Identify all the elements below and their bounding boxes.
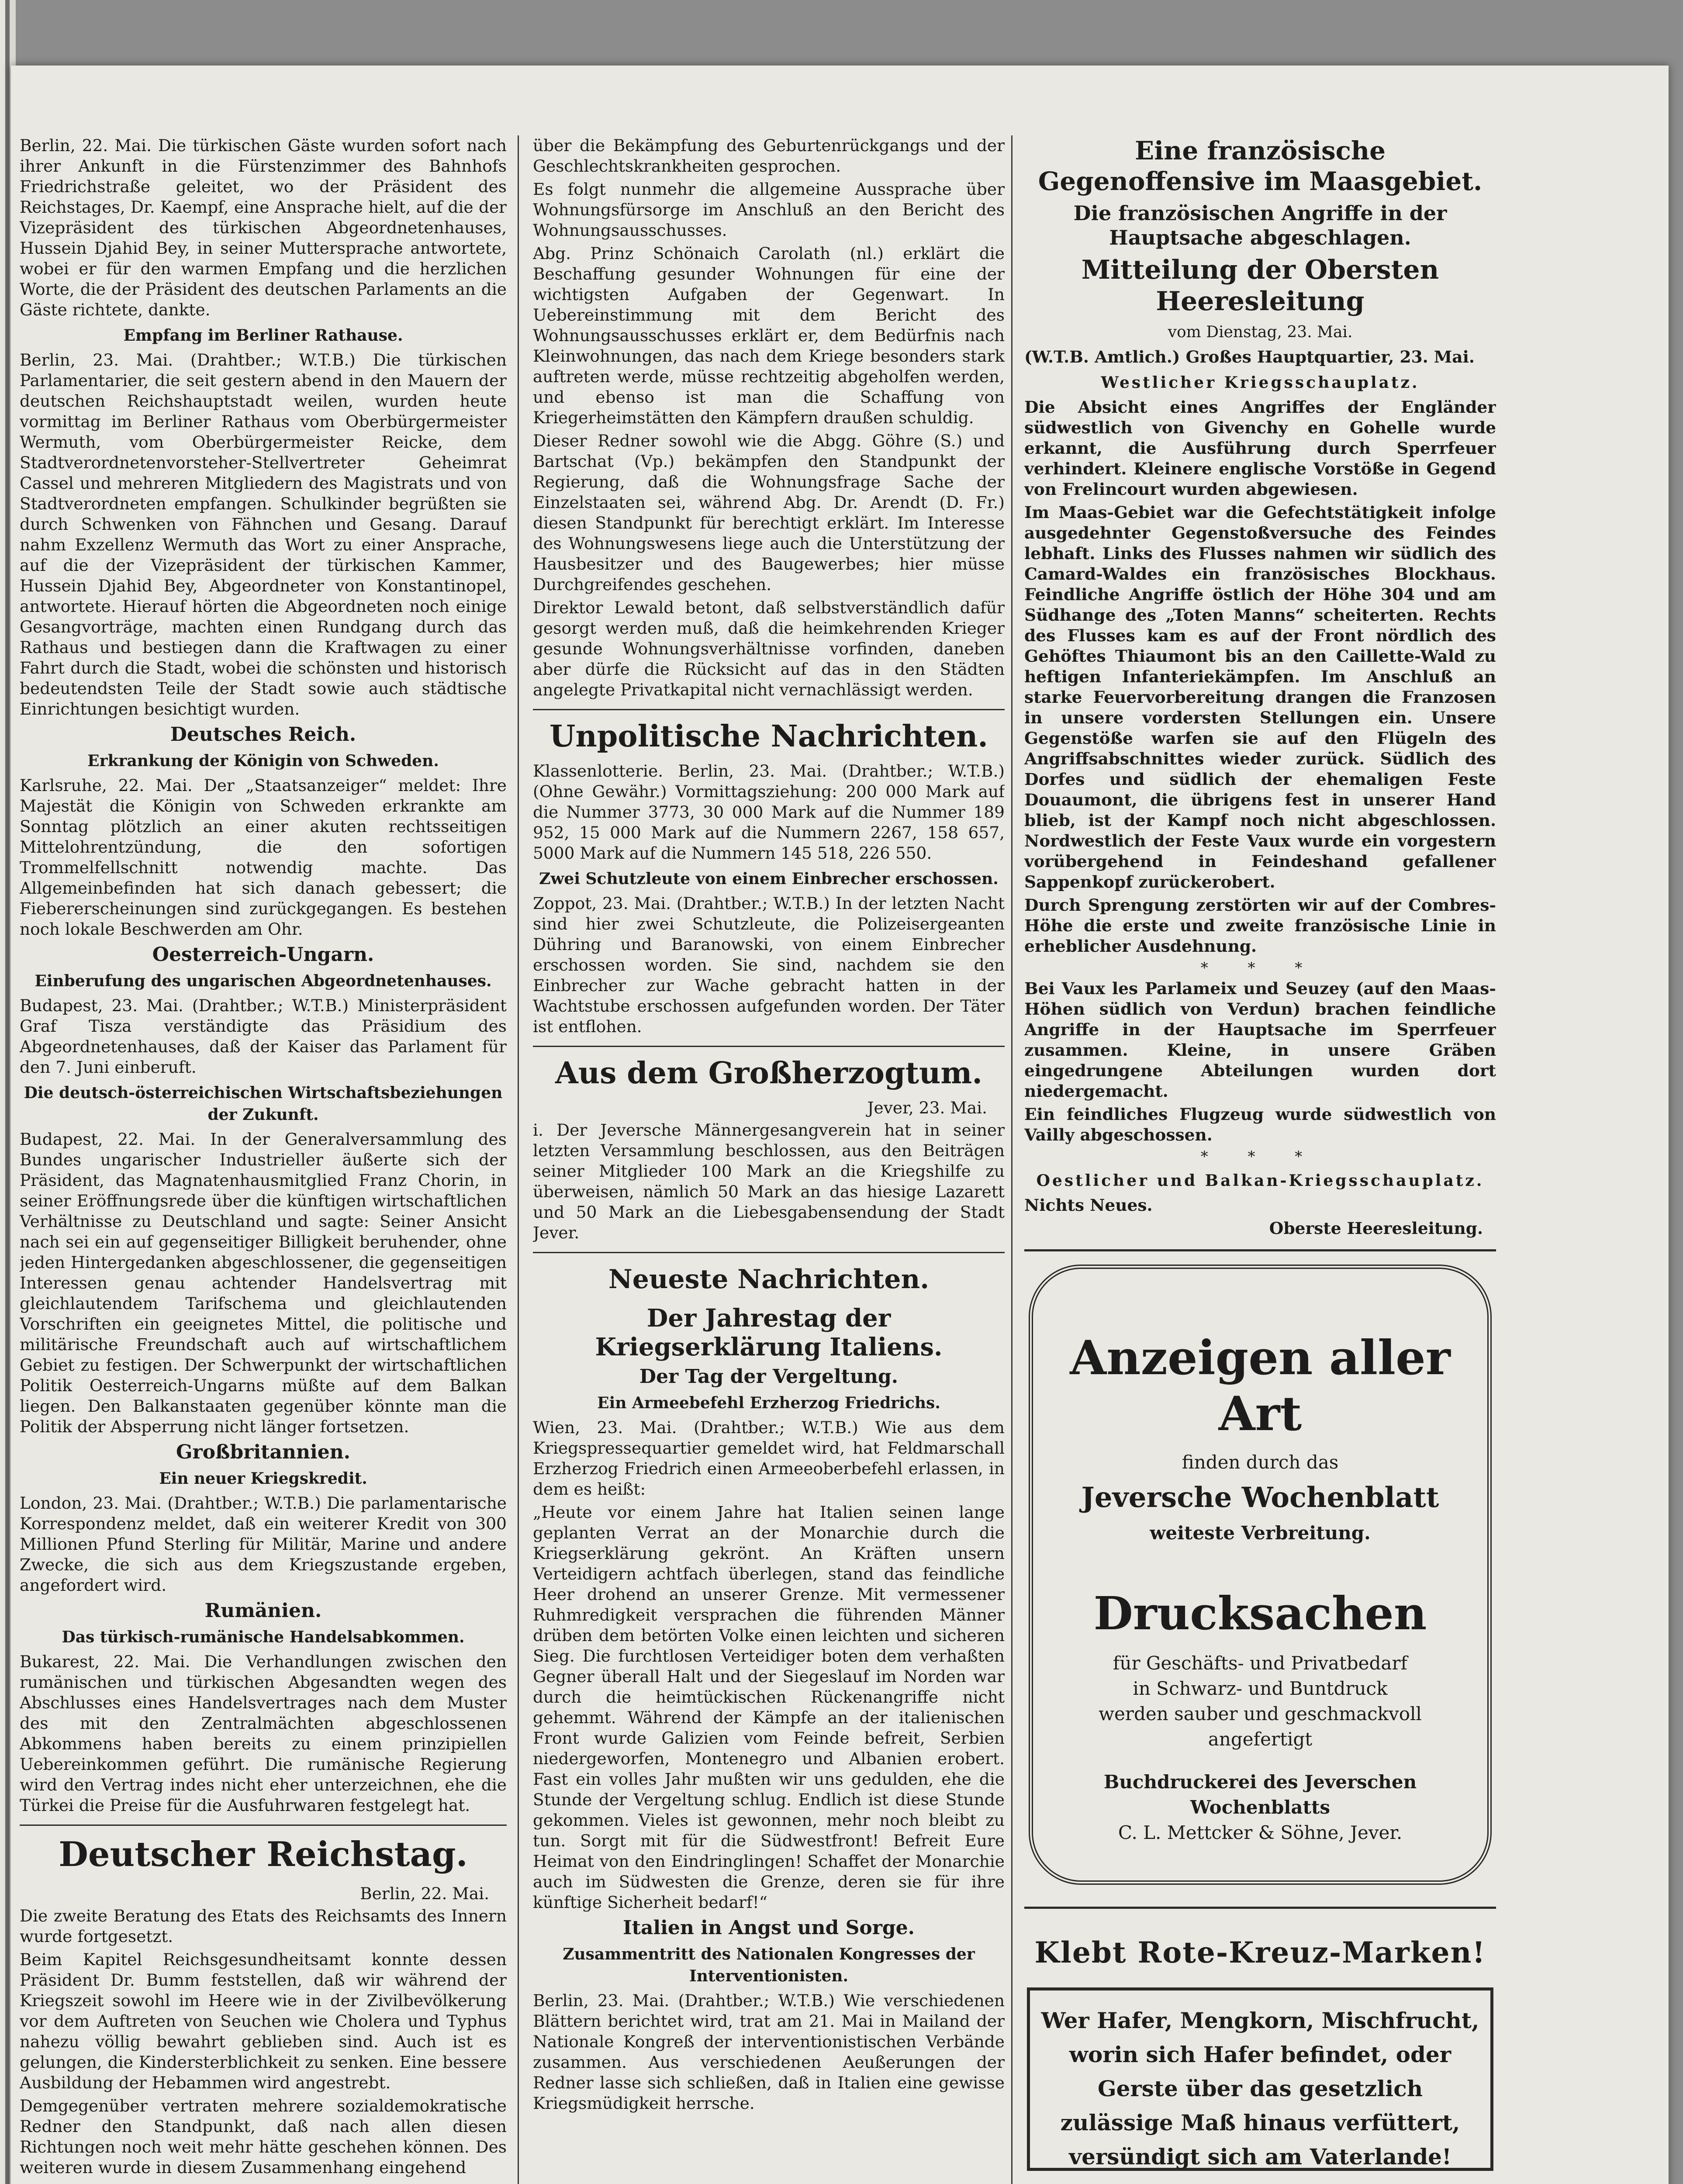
divider bbox=[533, 709, 1005, 710]
article-heading: Der Jahrestag der Kriegserklärung Italiens. bbox=[595, 1304, 943, 1362]
article-text: Berlin, 23. Mai. (Drahtber.; W.T.B.) Wie verschiedenen Blättern berichtet wird, trat am 21. Mai in Mailand der Nationale Kongreß der interventionistischen Verbände zusammen. Aus verschiedenen Aeußerungen der Redner lasse sich schließen, daß in Italien eine gewisse Kriegsmüdigkeit herrsche. bbox=[533, 1991, 1005, 2113]
newspaper-page bbox=[11, 66, 1669, 2184]
article-heading: Italien in Angst und Sorge. bbox=[623, 1917, 915, 1939]
article-text: Die zweite Beratung des Etats des Reichsamts des Innern wurde fortgesetzt. bbox=[20, 1906, 507, 1946]
dateline: Jever, 23. Mai. bbox=[867, 1098, 987, 1117]
article-text: Demgegenüber vertraten mehrere sozialdemokratische Redner den Standpunkt, daß nach allen diesen Richtungen noch weit mehr hätte geschehen können. Des weiteren wurde in diesem Zusammenhang eingehend bbox=[20, 2096, 507, 2177]
column-rule bbox=[518, 135, 519, 2184]
article-text: Budapest, 23. Mai. (Drahtber.; W.T.B.) Ministerpräsident Graf Tisza verständigte das Präsidium des Abgeordnetenhauses, daß der Kaiser das Parlament für den 7. Juni einberuft. bbox=[20, 996, 507, 1077]
divider bbox=[533, 1046, 1005, 1047]
article-text: Berlin, 22. Mai. Die türkischen Gäste wurden sofort nach ihrer Ankunft in die Fürstenzimmer des Bahnhofs Friedrichstraße geleitet, wo der Präsident des Reichstages, Dr. Kaempf, eine Ansprache hielt, auf die der Vizepräsident des türkischen Abgeordnetenhauses, Hussein Djahid Bey, in seiner Muttersprache antwortete, wobei er für den warmen Empfang und die herzlichen Worte, die der Präsident des deutschen Parlaments an die Gäste richtete, dankte. bbox=[20, 136, 507, 319]
article-text: London, 23. Mai. (Drahtber.; W.T.B.) Die parlamentarische Korrespondenz meldet, daß ein weiterer Kredit von 300 Millionen Pfund Sterling für Militär, Marine und andere Zwecke, die sich aus dem Kriegszustande ergeben, angefordert wird. bbox=[20, 1493, 507, 1595]
separator-stars: * * * bbox=[1200, 1148, 1320, 1165]
article-text: Abg. Prinz Schönaich Carolath (nl.) erklärt die Beschaffung gesunder Wohnungen für eine der wichtigsten Aufgaben der Gegenwart. In Uebereinstimmung mit dem Bericht des Wohnungsausschusses erklärt er, dem Bedürfnis nach Kleinwohnungen, das nach dem Kriege besonders stark auftreten werde, müsse rechtzeitig abgeholfen werden, und ebenso ist man die Schaffung von Kriegerheimstätten den Kämpfern draußen schuldig. bbox=[533, 244, 1005, 427]
ad-printer-name: Buchdruckerei des Jeverschen Wochenblatts bbox=[1103, 1771, 1417, 1818]
separator-stars: * * * bbox=[1200, 959, 1320, 977]
ad-newspaper-name: Jeversche Wochenblatt bbox=[1081, 1481, 1439, 1514]
ad-printer-address: C. L. Mettcker & Söhne, Jever. bbox=[1118, 1822, 1403, 1843]
report-text: Die Absicht eines Angriffes der Engländer südwestlich von Givenchy en Gohelle wurde erkannt, die Ausführung durch Sperrfeuer verhindert. Kleinere englische Vorstöße in Gegend von Frelincourt wurden abgewiesen. bbox=[1024, 397, 1496, 499]
article-text: i. Der Jeversche Männergesangverein hat in seiner letzten Versammlung beschlossen, aus den Beiträgen seiner Mitglieder 100 Mark an die Kriegshilfe zu überweisen, nämlich 50 Mark an das hiesige Lazarett und 50 Mark an die Liebesgabensendung der Stadt Jever. bbox=[533, 1120, 1005, 1242]
report-text: Durch Sprengung zerstörten wir auf der Combres-Höhe die erste und zweite französische Linie in erheblicher Ausdehnung. bbox=[1024, 895, 1496, 956]
column-2 bbox=[533, 135, 1005, 2184]
notice-box: Wer Hafer, Mengkorn, Mischfrucht, worin sich Hafer befindet, oder Gerste über das gesetzlich zulässige Maß hinaus verfüttert, versündigt sich am Vaterlande! bbox=[1027, 1987, 1493, 2171]
ad-text: weiteste Verbreitung. bbox=[1150, 1522, 1371, 1544]
report-text: Im Maas-Gebiet war die Gefechtstätigkeit infolge ausgedehnter Gegenstoßversuche des Feindes lebhaft. Links des Flusses nahmen wir südlich des Camard-Waldes ein französisches Blockhaus. Feindliche Angriffe östlich der Höhe 304 und am Südhange des „Toten Manns“ scheiterten. Rechts des Flusses kam es auf der Front nördlich des Gehöftes Thiaumont bis an den Caillette-Wald zu heftigen Infanteriekämpfen. Im Anschluß an starke Feuervorbereitung drangen die Franzosen in unsere vordersten Stellungen ein. Unsere Gegenstöße warfen sie auf den Flügeln des Angriffsabschnittes wieder zurück. Südlich des Dorfes und südlich der ehemaligen Feste Douaumont, die übrigens fest in unserer Hand blieb, ist der Kampf noch nicht abgeschlossen. Nordwestlich der Feste Vaux wurde ein vorgestern vorübergehend in Feindeshand gefallener Sappenkopf zurückerobert. bbox=[1024, 503, 1496, 892]
section-heading: Rumänien. bbox=[204, 1600, 322, 1622]
section-heading: Aus dem Großherzogtum. bbox=[555, 1056, 983, 1091]
article-text: Wien, 23. Mai. (Drahtber.; W.T.B.) Wie aus dem Kriegspressequartier gemeldet wird, hat Feldmarschall Erzherzog Friedrich einen Armeeoberbefehl erlassen, in dem es heißt: bbox=[533, 1418, 1005, 1499]
article-text: Budapest, 22. Mai. In der Generalversammlung des Bundes ungarischer Industrieller äußerte sich der Präsident, das Magnatenhausmitglied Franz Chorin, in seiner Eröffnungsrede über die künftigen wirtschaftlichen Verhältnisse zu Deutschland und sagte: Seiner Ansicht nach sei ein auf gegenseitiger Billigkeit beruhender, ohne jeden Hintergedanken abgeschlossener, die gegenseitigen Interessen genau achtender Handelsvertrag mit gleichlautendem Tarifschema und gleichlautenden Vorschriften ein geeignetes Mittel, die politische und militärische Freundschaft auch auf wirtschaftlichem Gebiet zu festigen. Der Schwerpunkt der wirtschaftlichen Politik Oesterreich-Ungarns müßte auf dem Balkan liegen. Den Balkanstaaten gegenüber könnte man die Politik der Absperrung nicht länger fortsetzen. bbox=[20, 1130, 507, 1436]
ad-text: für Geschäfts- und Privatbedarf bbox=[1113, 1652, 1408, 1674]
ad-text: in Schwarz- und Buntdruck bbox=[1133, 1678, 1388, 1699]
article-heading: Zwei Schutzleute von einem Einbrecher erschossen. bbox=[539, 870, 999, 888]
divider bbox=[533, 1252, 1005, 1253]
article-text: Zoppot, 23. Mai. (Drahtber.; W.T.B.) In der letzten Nacht sind hier zwei Schutzleute, die Polizeisergeanten Dühring und Baranowski, von einem Einbrecher erschossen worden. Sie sind, nachdem sie den Einbrecher zur Wache gebracht hatten in der Wachtstube erschossen aufgefunden worden. Der Täter ist entflohen. bbox=[533, 894, 1005, 1036]
section-heading: Deutsches Reich. bbox=[170, 723, 356, 746]
article-text: Direktor Lewald betont, daß selbstverständlich dafür gesorgt werden muß, daß die heimkehrenden Krieger gesunde Wohnungsverhältnisse vorfinden, daneben aber dürfe die Rücksicht auf das in den Städten angelegte Privatkapital nicht vernachlässigt werden. bbox=[533, 598, 1005, 699]
article-subheading: Der Tag der Vergeltung. bbox=[639, 1365, 899, 1388]
ad-text: finden durch das bbox=[1182, 1451, 1339, 1473]
article-heading: Empfang im Berliner Rathause. bbox=[123, 326, 403, 345]
report-title: Mitteilung der Obersten Heeresleitung bbox=[1081, 255, 1439, 317]
article-text: Karlsruhe, 22. Mai. Der „Staatsanzeiger“ meldet: Ihre Majestät die Königin von Schweden erkrankte am Sonntag plötzlich an einer akuten rechtsseitigen Mittelohrentzündung, die den sofortigen Trommelfellschnitt notwendig machte. Das Allgemeinbefinden hat sich danach gebessert; die Fiebererscheinungen sind zurückgegangen. Es bestehen noch lokale Beschwerden am Ohr. bbox=[20, 776, 507, 939]
dateline: Berlin, 22. Mai. bbox=[360, 1884, 489, 1903]
article-subheading: Ein Armeebefehl Erzherzog Friedrichs. bbox=[597, 1394, 940, 1412]
report-date: vom Dienstag, 23. Mai. bbox=[1168, 323, 1353, 341]
report-signature: Oberste Heeresleitung. bbox=[1269, 1219, 1483, 1238]
report-dateline: (W.T.B. Amtlich.) Großes Hauptquartier, 23. Mai. bbox=[1024, 347, 1475, 366]
column-rule bbox=[1011, 135, 1013, 2184]
column-3 bbox=[1024, 135, 1496, 2184]
column-1 bbox=[20, 135, 507, 2184]
article-subheading: Die französischen Angriffe in der Hauptsache abgeschlagen. bbox=[1073, 201, 1447, 249]
ad-text: werden sauber und geschmackvoll angefertigt bbox=[1099, 1703, 1422, 1750]
article-heading: Die deutsch-österreichischen Wirtschaftsbeziehungen der Zukunft. bbox=[24, 1084, 503, 1124]
article-text: Es folgt nunmehr die allgemeine Aussprache über Wohnungsfürsorge im Anschluß an den Bericht des Wohnungsausschusses. bbox=[533, 180, 1005, 240]
article-text: Berlin, 23. Mai. (Drahtber.; W.T.B.) Die türkischen Parlamentarier, die seit gestern abend in den Mauern der deutschen Reichshauptstadt weilen, wurden heute vormittag im Berliner Rathaus vom Oberbürgermeister Wermuth, vom Oberbürgermeister Reicke, dem Stadtverordnetenvorsteher-Stellvertreter Geheimrat Cassel und mehreren Mitgliedern des Magistrats und von Stadtverordneten empfangen. Schulkinder begrüßten sie durch Schwenken von Fähnchen und Gesang. Darauf nahm Exzellenz Wermuth das Wort zu einer Ansprache, auf die der Vizepräsident der türkischen Kammer, Hussein Djahid Bey, Abgeordneter von Konstantinopel, antwortete. Hierauf hörten die Abgeordneten noch einige Gesangvorträge, machten einen Rundgang durch das Rathaus und bestiegen dann die Kraftwagen zu einer Fahrt durch die Stadt, wobei die schönsten und historisch bedeutendsten Teile der Stadt sowie auch städtische Einrichtungen besichtigt wurden. bbox=[20, 350, 507, 719]
section-heading: Deutscher Reichstag. bbox=[59, 1835, 468, 1874]
article-text: Dieser Redner sowohl wie die Abgg. Göhre (S.) und Bartschat (Vp.) bekämpfen den Standpunkt der Regierung, daß die Wohnungsfrage Sache der Einzelstaaten sei, während Abg. Dr. Arendt (D. Fr.) diesen Standpunkt für berechtigt erklärt. Im Interesse des Wohnungswesens liege auch die Unterstützung der Hausbesitzer und des Baugewerbes; hier müsse Durchgreifendes geschehen. bbox=[533, 431, 1005, 594]
section-heading: Oesterreich-Ungarn. bbox=[152, 943, 374, 966]
ad-title: Anzeigen aller Art bbox=[1070, 1330, 1451, 1441]
section-heading: Westlicher Kriegsschauplatz. bbox=[1101, 373, 1420, 392]
section-heading: Unpolitische Nachrichten. bbox=[549, 719, 988, 754]
advertisement-box bbox=[1029, 1265, 1492, 1885]
article-heading: Eine französische Gegenoffensive im Maasgebiet. bbox=[1038, 136, 1483, 196]
article-text: Klassenlotterie. Berlin, 23. Mai. (Drahtber.; W.T.B.) (Ohne Gewähr.) Vormittagsziehung: 200 000 Mark auf die Nummer 3773, 30 000 Mark auf die Nummer 189 952, 15 000 Mark auf die Nummern 2267, 158 657, 5000 Mark auf die Nummern 145 518, 226 550. bbox=[533, 761, 1005, 863]
article-subheading: Zusammentritt des Nationalen Kongresses der Interventionisten. bbox=[563, 1945, 975, 1985]
report-text: Ein feindliches Flugzeug wurde südwestlich von Vailly abgeschossen. bbox=[1024, 1105, 1496, 1144]
report-text: Nichts Neues. bbox=[1024, 1196, 1153, 1215]
article-heading: Einberufung des ungarischen Abgeordnetenhauses. bbox=[35, 972, 492, 990]
report-text: Bei Vaux les Parlameix und Seuzey (auf den Maas-Höhen südlich von Verdun) brachen feindliche Angriffe in der Hauptsache im Sperrfeuer zusammen. Kleine, in unsere Gräben eingedrungene Abteilungen wurden dort niedergemacht. bbox=[1024, 979, 1496, 1101]
article-text: über die Bekämpfung des Geburtenrückgangs und der Geschlechtskrankheiten gesprochen. bbox=[533, 136, 1005, 176]
section-heading: Großbritannien. bbox=[176, 1441, 351, 1463]
ad-title: Drucksachen bbox=[1093, 1586, 1427, 1640]
divider bbox=[1024, 1249, 1496, 1251]
section-heading: Neueste Nachrichten. bbox=[608, 1264, 930, 1295]
divider bbox=[20, 1825, 507, 1826]
article-text: „Heute vor einem Jahre hat Italien seinen lange geplanten Verrat an der Monarchie durch die Kriegserklärung gekrönt. An Kräften unsern Verteidigern achtfach überlegen, stand das feindliche Heer drohend an unserer Grenze. Mit vermessener Ruhmredigkeit versprachen die führenden Männer drüben dem betörten Volke einen leichten und sicheren Sieg. Die furchtlosen Verteidiger boten dem verhaßten Gegner überall Halt und der Siegeslauf im Norden war durch die heimtückischen Rückenangriffe nicht gehemmt. Während der Kämpfe an der italienischen Front wurde Galizien vom Feinde befreit, Serbien niedergeworfen, Montenegro und Albanien erobert. Fast ein volles Jahr mußten wir uns gedulden, ehe die Stunde der Vergeltung schlug. Endlich ist diese Stunde gekommen. Vieles ist gewonnen, mehr noch bleibt zu tun. Sorgt mit für die Südwestfront! Befreit Eure Heimat von den Eindringlingen! Schaffet der Monarchie auch im Südwesten die Grenze, deren sie für ihre künftige Sicherheit bedarf!“ bbox=[533, 1503, 1005, 1912]
section-heading: Oestlicher und Balkan-Kriegsschauplatz. bbox=[1036, 1171, 1484, 1190]
article-heading: Das türkisch-rumänische Handelsabkommen. bbox=[62, 1628, 465, 1646]
article-text: Beim Kapitel Reichsgesundheitsamt konnte dessen Präsident Dr. Bumm feststellen, daß wir während der Kriegszeit sowohl im Heere wie in der Zivilbevölkerung vor dem Auftreten von Seuchen wie Cholera und Typhus nahezu völlig bewahrt geblieben sind. Auch ist es gelungen, die Kindersterblichkeit zu senken. Eine bessere Ausbildung der Hebammen wird angestrebt. bbox=[20, 1950, 507, 2092]
red-cross-appeal: Klebt Rote-Kreuz-Marken! bbox=[1034, 1935, 1486, 1970]
article-text: Bukarest, 22. Mai. Die Verhandlungen zwischen den rumänischen und türkischen Abgesandten wegen des Abschlusses eines Handelsvertrages nach dem Muster des mit den Zentralmächten abgeschlossenen Abkommens haben bereits zu einem prinzipiellen Uebereinkommen geführt. Die rumänische Regierung wird den Vertrag indes nicht eher unterzeichnen, ehe die Türkei die Preise für die Ausfuhrwaren festgelegt hat. bbox=[20, 1652, 507, 1815]
article-heading: Erkrankung der Königin von Schweden. bbox=[87, 752, 439, 770]
divider bbox=[1024, 1907, 1496, 1909]
article-heading: Ein neuer Kriegskredit. bbox=[159, 1469, 367, 1488]
